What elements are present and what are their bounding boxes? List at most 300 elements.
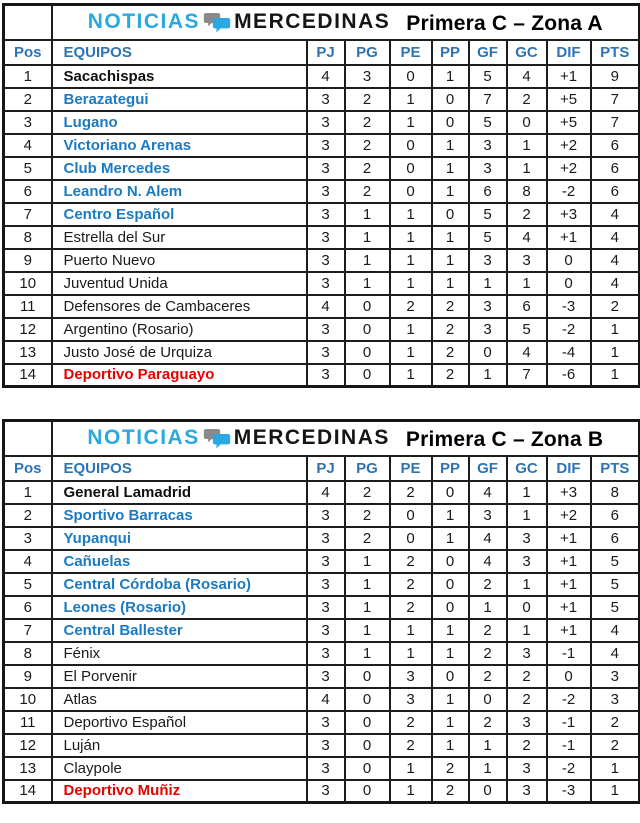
pe-cell: 3 bbox=[390, 665, 432, 688]
pg-cell: 1 bbox=[345, 642, 390, 665]
dif-cell: +5 bbox=[547, 88, 591, 111]
banner-cell bbox=[52, 5, 640, 40]
pp-cell: 0 bbox=[432, 550, 469, 573]
gc-cell: 1 bbox=[507, 573, 547, 596]
pj-cell: 3 bbox=[307, 318, 345, 341]
pg-cell: 1 bbox=[345, 249, 390, 272]
speech-bubbles-icon bbox=[203, 428, 231, 450]
pp-cell: 1 bbox=[432, 711, 469, 734]
gc-cell: 3 bbox=[507, 642, 547, 665]
pp-cell: 1 bbox=[432, 180, 469, 203]
dif-cell: +3 bbox=[547, 203, 591, 226]
banner-row bbox=[4, 5, 640, 40]
pg-cell: 0 bbox=[345, 665, 390, 688]
gf-cell: 0 bbox=[469, 688, 507, 711]
gc-cell: 2 bbox=[507, 203, 547, 226]
pe-cell: 2 bbox=[390, 573, 432, 596]
gf-cell: 3 bbox=[469, 134, 507, 157]
pj-cell: 3 bbox=[307, 157, 345, 180]
standings-row bbox=[4, 527, 640, 550]
dif-cell: -3 bbox=[547, 780, 591, 803]
pg-cell: 0 bbox=[345, 295, 390, 318]
zona-b-standings-body bbox=[4, 481, 640, 803]
pe-cell: 2 bbox=[390, 550, 432, 573]
dif-cell: 0 bbox=[547, 249, 591, 272]
team-name-cell: Deportivo Español bbox=[52, 711, 307, 734]
pe-cell: 0 bbox=[390, 180, 432, 203]
pj-cell: 3 bbox=[307, 134, 345, 157]
standings-row bbox=[4, 550, 640, 573]
pe-cell: 1 bbox=[390, 88, 432, 111]
pts-cell: 4 bbox=[591, 249, 640, 272]
pj-cell: 4 bbox=[307, 65, 345, 88]
pp-cell: 2 bbox=[432, 295, 469, 318]
pj-cell: 4 bbox=[307, 688, 345, 711]
gf-cell: 1 bbox=[469, 596, 507, 619]
standings-row bbox=[4, 295, 640, 318]
pj-cell: 3 bbox=[307, 734, 345, 757]
pos-cell: 5 bbox=[4, 157, 52, 180]
pg-cell: 1 bbox=[345, 619, 390, 642]
pg-cell: 1 bbox=[345, 550, 390, 573]
pts-cell: 1 bbox=[591, 341, 640, 364]
dif-cell: -4 bbox=[547, 341, 591, 364]
team-name-cell: Claypole bbox=[52, 757, 307, 780]
col-header-pp: PP bbox=[432, 40, 469, 65]
col-header-pts: PTS bbox=[591, 40, 640, 65]
gf-cell: 4 bbox=[469, 481, 507, 504]
gf-cell: 0 bbox=[469, 341, 507, 364]
pg-cell: 2 bbox=[345, 88, 390, 111]
pos-cell: 3 bbox=[4, 111, 52, 134]
dif-cell: +1 bbox=[547, 596, 591, 619]
dif-cell: -2 bbox=[547, 180, 591, 203]
col-header-pp: PP bbox=[432, 456, 469, 481]
dif-cell: +3 bbox=[547, 481, 591, 504]
zona-a-standings-body bbox=[4, 65, 640, 387]
pe-cell: 1 bbox=[390, 642, 432, 665]
gf-cell: 2 bbox=[469, 711, 507, 734]
pj-cell: 3 bbox=[307, 226, 345, 249]
pg-cell: 0 bbox=[345, 757, 390, 780]
team-name-cell: Sportivo Barracas bbox=[52, 504, 307, 527]
pts-cell: 1 bbox=[591, 318, 640, 341]
pp-cell: 1 bbox=[432, 226, 469, 249]
gf-cell: 0 bbox=[469, 780, 507, 803]
pg-cell: 1 bbox=[345, 272, 390, 295]
col-header-pg: PG bbox=[345, 40, 390, 65]
gc-cell: 6 bbox=[507, 295, 547, 318]
column-header-row bbox=[4, 456, 640, 481]
pts-cell: 6 bbox=[591, 157, 640, 180]
pts-cell: 7 bbox=[591, 88, 640, 111]
pe-cell: 0 bbox=[390, 527, 432, 550]
pj-cell: 3 bbox=[307, 364, 345, 387]
col-header-pj: PJ bbox=[307, 456, 345, 481]
gf-cell: 4 bbox=[469, 527, 507, 550]
pos-cell: 8 bbox=[4, 642, 52, 665]
pts-cell: 3 bbox=[591, 665, 640, 688]
pe-cell: 2 bbox=[390, 295, 432, 318]
banner-row bbox=[4, 421, 640, 456]
pe-cell: 3 bbox=[390, 688, 432, 711]
pts-cell: 1 bbox=[591, 364, 640, 387]
pp-cell: 1 bbox=[432, 272, 469, 295]
gc-cell: 0 bbox=[507, 596, 547, 619]
pp-cell: 0 bbox=[432, 665, 469, 688]
col-header-gf: GF bbox=[469, 456, 507, 481]
dif-cell: -1 bbox=[547, 642, 591, 665]
gf-cell: 2 bbox=[469, 665, 507, 688]
dif-cell: +1 bbox=[547, 65, 591, 88]
gc-cell: 1 bbox=[507, 504, 547, 527]
pp-cell: 1 bbox=[432, 527, 469, 550]
gf-cell: 5 bbox=[469, 111, 507, 134]
pg-cell: 0 bbox=[345, 341, 390, 364]
gc-cell: 2 bbox=[507, 88, 547, 111]
team-name-cell: Fénix bbox=[52, 642, 307, 665]
col-header-pos: Pos bbox=[4, 40, 52, 65]
dif-cell: +1 bbox=[547, 550, 591, 573]
gc-cell: 1 bbox=[507, 272, 547, 295]
standings-row bbox=[4, 780, 640, 803]
gc-cell: 4 bbox=[507, 226, 547, 249]
pp-cell: 2 bbox=[432, 780, 469, 803]
pos-cell: 11 bbox=[4, 295, 52, 318]
gc-cell: 3 bbox=[507, 249, 547, 272]
standings-row bbox=[4, 665, 640, 688]
dif-cell: -3 bbox=[547, 295, 591, 318]
standings-row bbox=[4, 481, 640, 504]
col-header-equipos: EQUIPOS bbox=[52, 40, 307, 65]
noticias-mercedinas-logo bbox=[87, 426, 390, 449]
pp-cell: 2 bbox=[432, 341, 469, 364]
pj-cell: 3 bbox=[307, 711, 345, 734]
standings-row bbox=[4, 249, 640, 272]
pe-cell: 0 bbox=[390, 134, 432, 157]
pe-cell: 1 bbox=[390, 341, 432, 364]
pg-cell: 2 bbox=[345, 180, 390, 203]
pe-cell: 2 bbox=[390, 596, 432, 619]
standings-row bbox=[4, 88, 640, 111]
pts-cell: 5 bbox=[591, 573, 640, 596]
banner-cell bbox=[52, 421, 640, 456]
standings-row bbox=[4, 157, 640, 180]
pp-cell: 1 bbox=[432, 157, 469, 180]
gc-cell: 4 bbox=[507, 341, 547, 364]
noticias-mercedinas-logo bbox=[88, 10, 391, 33]
zona-a-standings-table bbox=[2, 3, 640, 388]
gf-cell: 3 bbox=[469, 249, 507, 272]
pg-cell: 2 bbox=[345, 504, 390, 527]
gf-cell: 1 bbox=[469, 734, 507, 757]
col-header-equipos: EQUIPOS bbox=[52, 456, 307, 481]
pj-cell: 3 bbox=[307, 203, 345, 226]
team-name-cell: Victoriano Arenas bbox=[52, 134, 307, 157]
pos-cell: 6 bbox=[4, 596, 52, 619]
pe-cell: 1 bbox=[390, 203, 432, 226]
gf-cell: 3 bbox=[469, 157, 507, 180]
pos-cell: 8 bbox=[4, 226, 52, 249]
pos-cell: 7 bbox=[4, 619, 52, 642]
pos-cell: 1 bbox=[4, 481, 52, 504]
pts-cell: 2 bbox=[591, 734, 640, 757]
standings-row bbox=[4, 203, 640, 226]
pj-cell: 3 bbox=[307, 596, 345, 619]
standings-row bbox=[4, 711, 640, 734]
pos-cell: 2 bbox=[4, 504, 52, 527]
corner-cell bbox=[4, 5, 52, 40]
pos-cell: 13 bbox=[4, 757, 52, 780]
speech-bubbles-icon bbox=[203, 12, 231, 34]
pp-cell: 2 bbox=[432, 757, 469, 780]
pts-cell: 4 bbox=[591, 226, 640, 249]
team-name-cell: Luján bbox=[52, 734, 307, 757]
gf-cell: 4 bbox=[469, 550, 507, 573]
gf-cell: 1 bbox=[469, 757, 507, 780]
pp-cell: 1 bbox=[432, 504, 469, 527]
gf-cell: 1 bbox=[469, 272, 507, 295]
pg-cell: 1 bbox=[345, 596, 390, 619]
team-name-cell: Sacachispas bbox=[52, 65, 307, 88]
pg-cell: 0 bbox=[345, 688, 390, 711]
dif-cell: +1 bbox=[547, 573, 591, 596]
gc-cell: 3 bbox=[507, 780, 547, 803]
logo-text-mercedinas: MERCEDINAS bbox=[234, 10, 391, 34]
pe-cell: 1 bbox=[390, 780, 432, 803]
gc-cell: 2 bbox=[507, 734, 547, 757]
pe-cell: 1 bbox=[390, 619, 432, 642]
pos-cell: 9 bbox=[4, 665, 52, 688]
pg-cell: 1 bbox=[345, 226, 390, 249]
team-name-cell: Atlas bbox=[52, 688, 307, 711]
gf-cell: 5 bbox=[469, 226, 507, 249]
pg-cell: 2 bbox=[345, 111, 390, 134]
zone-a-title: Primera C – Zona A bbox=[406, 12, 603, 36]
standings-row bbox=[4, 318, 640, 341]
gf-cell: 2 bbox=[469, 573, 507, 596]
logo-text-mercedinas: MERCEDINAS bbox=[233, 426, 390, 450]
team-name-cell: Central Ballester bbox=[52, 619, 307, 642]
pp-cell: 2 bbox=[432, 364, 469, 387]
pts-cell: 1 bbox=[591, 780, 640, 803]
pp-cell: 1 bbox=[432, 619, 469, 642]
gf-cell: 1 bbox=[469, 364, 507, 387]
dif-cell: 0 bbox=[547, 272, 591, 295]
gf-cell: 5 bbox=[469, 203, 507, 226]
dif-cell: +1 bbox=[547, 527, 591, 550]
pos-cell: 10 bbox=[4, 688, 52, 711]
pj-cell: 3 bbox=[307, 780, 345, 803]
gf-cell: 7 bbox=[469, 88, 507, 111]
pts-cell: 5 bbox=[591, 550, 640, 573]
pj-cell: 3 bbox=[307, 88, 345, 111]
standings-row bbox=[4, 642, 640, 665]
pos-cell: 3 bbox=[4, 527, 52, 550]
pj-cell: 3 bbox=[307, 527, 345, 550]
pe-cell: 1 bbox=[390, 226, 432, 249]
pg-cell: 2 bbox=[345, 527, 390, 550]
col-header-pj: PJ bbox=[307, 40, 345, 65]
dif-cell: +2 bbox=[547, 504, 591, 527]
gc-cell: 8 bbox=[507, 180, 547, 203]
team-name-cell: General Lamadrid bbox=[52, 481, 307, 504]
gc-cell: 3 bbox=[507, 550, 547, 573]
pg-cell: 0 bbox=[345, 318, 390, 341]
team-name-cell: Yupanqui bbox=[52, 527, 307, 550]
col-header-gf: GF bbox=[469, 40, 507, 65]
pts-cell: 2 bbox=[591, 295, 640, 318]
corner-cell bbox=[4, 421, 52, 456]
column-header-row bbox=[4, 40, 640, 65]
pe-cell: 2 bbox=[390, 481, 432, 504]
standings-row bbox=[4, 734, 640, 757]
standings-row bbox=[4, 226, 640, 249]
col-header-pe: PE bbox=[390, 40, 432, 65]
gc-cell: 1 bbox=[507, 134, 547, 157]
pe-cell: 1 bbox=[390, 318, 432, 341]
pts-cell: 2 bbox=[591, 711, 640, 734]
pj-cell: 3 bbox=[307, 341, 345, 364]
pe-cell: 2 bbox=[390, 711, 432, 734]
standings-row bbox=[4, 596, 640, 619]
pj-cell: 4 bbox=[307, 295, 345, 318]
pj-cell: 4 bbox=[307, 481, 345, 504]
pos-cell: 4 bbox=[4, 134, 52, 157]
pe-cell: 1 bbox=[390, 111, 432, 134]
pos-cell: 4 bbox=[4, 550, 52, 573]
team-name-cell: Cañuelas bbox=[52, 550, 307, 573]
dif-cell: -1 bbox=[547, 734, 591, 757]
dif-cell: -1 bbox=[547, 711, 591, 734]
dif-cell: -2 bbox=[547, 688, 591, 711]
col-header-gc: GC bbox=[507, 456, 547, 481]
standings-row bbox=[4, 65, 640, 88]
pos-cell: 12 bbox=[4, 318, 52, 341]
pg-cell: 0 bbox=[345, 734, 390, 757]
gf-cell: 3 bbox=[469, 318, 507, 341]
pts-cell: 6 bbox=[591, 180, 640, 203]
dif-cell: -2 bbox=[547, 318, 591, 341]
col-header-dif: DIF bbox=[547, 456, 591, 481]
team-name-cell: Lugano bbox=[52, 111, 307, 134]
col-header-dif: DIF bbox=[547, 40, 591, 65]
pts-cell: 4 bbox=[591, 642, 640, 665]
gc-cell: 7 bbox=[507, 364, 547, 387]
col-header-pe: PE bbox=[390, 456, 432, 481]
pg-cell: 2 bbox=[345, 134, 390, 157]
pp-cell: 1 bbox=[432, 734, 469, 757]
pos-cell: 14 bbox=[4, 780, 52, 803]
pp-cell: 0 bbox=[432, 88, 469, 111]
dif-cell: +1 bbox=[547, 226, 591, 249]
pe-cell: 1 bbox=[390, 249, 432, 272]
pg-cell: 2 bbox=[345, 157, 390, 180]
pp-cell: 1 bbox=[432, 642, 469, 665]
gc-cell: 1 bbox=[507, 481, 547, 504]
gf-cell: 2 bbox=[469, 642, 507, 665]
pp-cell: 0 bbox=[432, 481, 469, 504]
gf-cell: 3 bbox=[469, 295, 507, 318]
col-header-pts: PTS bbox=[591, 456, 640, 481]
col-header-gc: GC bbox=[507, 40, 547, 65]
pts-cell: 6 bbox=[591, 134, 640, 157]
pj-cell: 3 bbox=[307, 180, 345, 203]
col-header-pos: Pos bbox=[4, 456, 52, 481]
standings-row bbox=[4, 341, 640, 364]
pts-cell: 6 bbox=[591, 504, 640, 527]
zone-b-title: Primera C – Zona B bbox=[405, 428, 604, 452]
gf-cell: 2 bbox=[469, 619, 507, 642]
pts-cell: 9 bbox=[591, 65, 640, 88]
dif-cell: +2 bbox=[547, 134, 591, 157]
team-name-cell: Leandro N. Alem bbox=[52, 180, 307, 203]
pg-cell: 0 bbox=[345, 711, 390, 734]
pos-cell: 5 bbox=[4, 573, 52, 596]
team-name-cell: Argentino (Rosario) bbox=[52, 318, 307, 341]
pj-cell: 3 bbox=[307, 550, 345, 573]
pj-cell: 3 bbox=[307, 573, 345, 596]
dif-cell: +5 bbox=[547, 111, 591, 134]
pp-cell: 1 bbox=[432, 65, 469, 88]
team-name-cell: Estrella del Sur bbox=[52, 226, 307, 249]
pos-cell: 9 bbox=[4, 249, 52, 272]
pts-cell: 4 bbox=[591, 203, 640, 226]
standings-row bbox=[4, 364, 640, 387]
team-name-cell: El Porvenir bbox=[52, 665, 307, 688]
standings-row bbox=[4, 757, 640, 780]
team-name-cell: Club Mercedes bbox=[52, 157, 307, 180]
pe-cell: 0 bbox=[390, 157, 432, 180]
pg-cell: 0 bbox=[345, 780, 390, 803]
pp-cell: 1 bbox=[432, 249, 469, 272]
pj-cell: 3 bbox=[307, 619, 345, 642]
pos-cell: 10 bbox=[4, 272, 52, 295]
zona-b-standings-table bbox=[2, 419, 640, 804]
gc-cell: 3 bbox=[507, 527, 547, 550]
team-name-cell: Berazategui bbox=[52, 88, 307, 111]
pts-cell: 6 bbox=[591, 527, 640, 550]
pts-cell: 7 bbox=[591, 111, 640, 134]
gc-cell: 5 bbox=[507, 318, 547, 341]
pos-cell: 6 bbox=[4, 180, 52, 203]
pp-cell: 1 bbox=[432, 134, 469, 157]
pe-cell: 0 bbox=[390, 65, 432, 88]
standings-row bbox=[4, 111, 640, 134]
team-name-cell: Puerto Nuevo bbox=[52, 249, 307, 272]
pts-cell: 1 bbox=[591, 757, 640, 780]
pj-cell: 3 bbox=[307, 642, 345, 665]
pg-cell: 3 bbox=[345, 65, 390, 88]
gc-cell: 3 bbox=[507, 711, 547, 734]
gf-cell: 3 bbox=[469, 504, 507, 527]
pe-cell: 0 bbox=[390, 504, 432, 527]
standings-row bbox=[4, 180, 640, 203]
pe-cell: 1 bbox=[390, 364, 432, 387]
pos-cell: 12 bbox=[4, 734, 52, 757]
pts-cell: 3 bbox=[591, 688, 640, 711]
gc-cell: 1 bbox=[507, 157, 547, 180]
team-name-cell: Juventud Unida bbox=[52, 272, 307, 295]
pj-cell: 3 bbox=[307, 757, 345, 780]
standings-row bbox=[4, 573, 640, 596]
standings-row bbox=[4, 619, 640, 642]
pos-cell: 1 bbox=[4, 65, 52, 88]
gf-cell: 5 bbox=[469, 65, 507, 88]
dif-cell: +2 bbox=[547, 157, 591, 180]
gc-cell: 2 bbox=[507, 665, 547, 688]
standings-row bbox=[4, 688, 640, 711]
